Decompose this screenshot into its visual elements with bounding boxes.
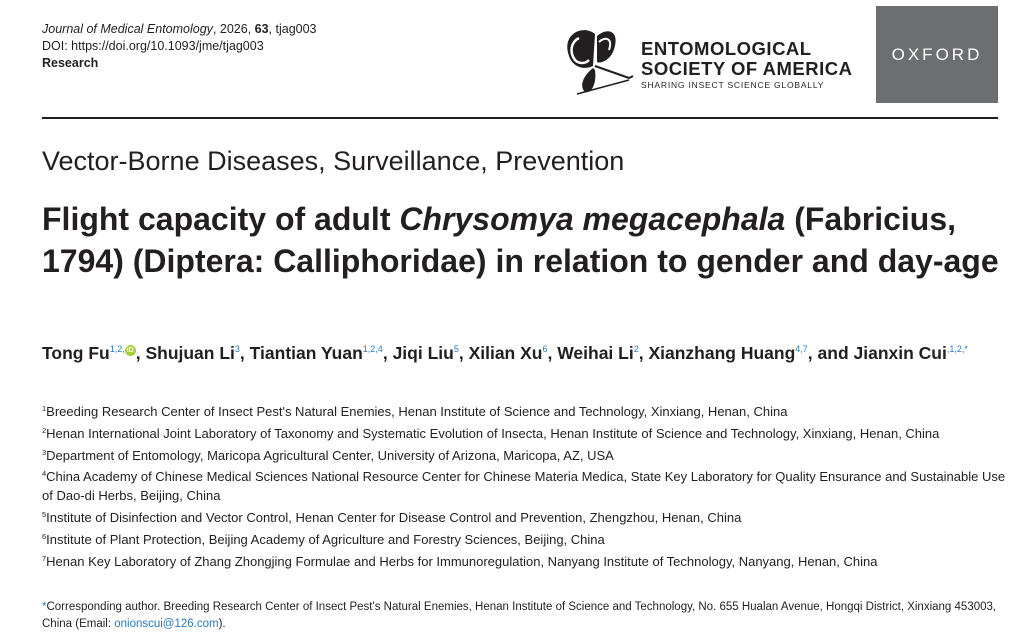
journal-year: , 2026, (212, 22, 255, 36)
affiliation-item (42, 422, 1007, 444)
author-entry (145, 343, 249, 363)
journal-meta (42, 21, 317, 72)
author-affiliation-sup[interactable]: 4,7 (795, 344, 808, 354)
author-separator: , and (807, 343, 854, 363)
author-entry (250, 343, 393, 363)
author-separator: , (638, 343, 649, 363)
author-name[interactable]: Weihai Li (557, 343, 634, 363)
affiliation-number: 5 (42, 509, 47, 519)
email-link[interactable]: onionscui@126.com (114, 618, 219, 630)
author-entry (393, 343, 469, 363)
affiliation-text: Institute of Plant Protection, Beijing Academy of Agriculture and Forestry Sciences, Beijing, China (46, 531, 605, 547)
affiliation-text: Breeding Research Center of Insect Pest's Natural Enemies, Henan Institute of Science and Technology, Xinxiang, Henan, China (46, 404, 788, 419)
author-name[interactable]: Jianxin Cui (853, 343, 947, 363)
affiliation-item (42, 400, 1007, 422)
journal-name: Journal of Medical Entomology (42, 22, 213, 36)
author-entry (469, 343, 558, 363)
author-affiliation-sup[interactable]: 3 (234, 344, 240, 354)
esa-logo[interactable] (555, 26, 860, 96)
citation-line (42, 21, 317, 38)
author-affiliation-sup[interactable]: 2 (633, 344, 639, 354)
author-name[interactable]: Xianzhang Huang (648, 343, 796, 363)
affiliation-text: Henan Key Laboratory of Zhang Zhongjing Formulae and Herbs for Immunoregulation, Nanyang Institute of Technology, Nanyang, Henan, China (46, 553, 878, 569)
affiliation-number: 3 (42, 447, 47, 457)
article-type: Research (42, 56, 99, 70)
author-name[interactable]: Jiqi Liu (392, 343, 454, 363)
author-entry (648, 343, 853, 363)
section-heading: Vector-Borne Diseases, Surveillance, Prevention (42, 146, 625, 176)
esa-name-line2: SOCIETY OF AMERICA (641, 58, 853, 79)
title-part2: (Fabricius, 1794) (Diptera: Calliphoridae) in relation to gender and day-age (42, 201, 999, 279)
author-separator: , (458, 343, 469, 363)
affiliation-list (42, 400, 1007, 571)
oxford-logo[interactable] (876, 6, 998, 103)
species-name: Chrysomya megacephala (399, 201, 786, 237)
orcid-icon[interactable]: iD (126, 347, 134, 354)
article-title (42, 198, 1012, 282)
affiliation-text: China Academy of Chinese Medical Sciences National Resource Center for Chinese Materia Medica, State Key Laboratory for Quality Ensurance and Sustainable Use of Dao-di Herbs, Beijing, China (42, 469, 1006, 504)
author-entry (854, 343, 968, 363)
author-affiliation-sup[interactable]: 1,2, (109, 344, 125, 354)
affiliation-item (42, 550, 1007, 572)
author-affiliation-sup[interactable]: 6 (542, 344, 548, 354)
oxford-label: OXFORD (891, 44, 983, 64)
affiliation-number: 6 (42, 531, 47, 541)
author-name[interactable]: Tong Fu (42, 343, 110, 363)
author-separator: , (135, 343, 146, 363)
author-name[interactable]: Tiantian Yuan (249, 343, 363, 363)
author-affiliation-sup[interactable]: 5 (453, 344, 459, 354)
affiliation-text: Department of Entomology, Maricopa Agricultural Center, University of Arizona, Maricopa, AZ, USA (46, 447, 614, 463)
author-entry (557, 343, 648, 363)
correspondence-text: Corresponding author. Breeding Research Center of Insect Pest's Natural Enemies, Henan Institute of Science and Technology, No. 655 Hualan Avenue, Hongqi District, Xinxiang 453003, China (Email: (42, 601, 997, 630)
author-separator: , (382, 343, 393, 363)
doi-line[interactable]: DOI: https://doi.org/10.1093/jme/tjag003 (42, 39, 264, 53)
article-id: , tjag003 (268, 22, 317, 36)
author-affiliation-sup[interactable]: ,1,2, (946, 344, 965, 354)
author-name[interactable]: Shujuan Li (145, 343, 235, 363)
affiliation-number: 4 (42, 469, 47, 479)
affiliation-item (42, 444, 1007, 466)
author-separator: , (547, 343, 558, 363)
affiliation-number: 1 (42, 404, 47, 413)
affiliation-number: 2 (42, 425, 47, 435)
author-entry (42, 343, 145, 363)
correspondence-close: ). (218, 618, 226, 630)
esa-tagline: SHARING INSECT SCIENCE GLOBALLY (641, 80, 825, 90)
affiliation-item (42, 528, 1007, 550)
corresponding-star[interactable]: * (964, 344, 968, 354)
butterfly-icon (555, 26, 635, 96)
affiliation-number: 7 (42, 553, 47, 563)
affiliation-item (42, 506, 1007, 528)
affiliation-item (42, 465, 1007, 506)
affiliation-text: Institute of Disinfection and Vector Control, Henan Center for Disease Control and Prevention, Zhengzhou, Henan, China (46, 509, 742, 525)
author-list (42, 336, 1007, 366)
esa-wordmark (641, 39, 853, 90)
author-name[interactable]: Xilian Xu (468, 343, 543, 363)
corresponding-star: * (42, 601, 47, 613)
author-separator: , (239, 343, 250, 363)
title-part1: Flight capacity of adult (42, 201, 400, 237)
esa-name-line1: ENTOMOLOGICAL (641, 38, 812, 59)
affiliation-text: Henan International Joint Laboratory of Taxonomy and Systematic Evolution of Insecta, Henan Institute of Science and Technology, Xinxiang, Henan, China (46, 425, 940, 441)
header-divider (42, 117, 998, 119)
author-affiliation-sup[interactable]: 1,2,4 (362, 344, 383, 354)
correspondence-note (42, 599, 1007, 633)
journal-volume: 63 (254, 22, 269, 36)
